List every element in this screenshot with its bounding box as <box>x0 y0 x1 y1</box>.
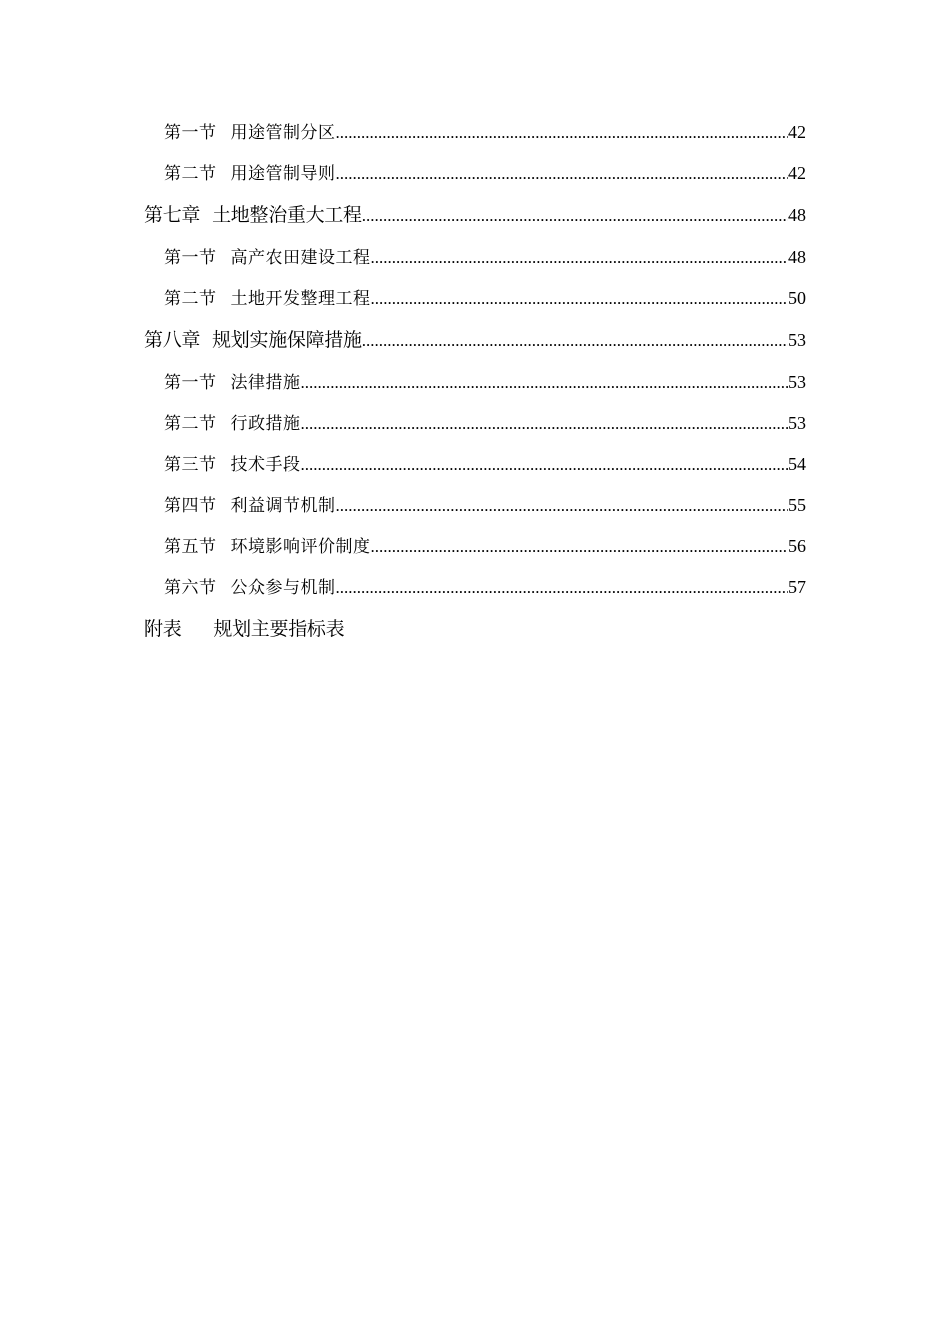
toc-entry-page: 54 <box>788 454 806 474</box>
toc-entry-title: 用途管制分区 <box>230 123 336 143</box>
dot-leader <box>371 248 789 268</box>
toc-entry-section[interactable] <box>144 284 806 325</box>
toc-entry-label <box>164 409 301 434</box>
toc-entry-number: 第一节 <box>164 123 217 143</box>
dot-leader <box>301 373 789 393</box>
toc-entry-chapter[interactable] <box>144 325 806 368</box>
toc-entry-title: 公众参与机制 <box>230 578 336 598</box>
dot-leader <box>301 455 789 475</box>
toc-entry-chapter[interactable] <box>144 200 806 243</box>
toc-entry-title: 土地整治重大工程 <box>212 204 362 226</box>
toc-entry-page: 53 <box>788 413 806 433</box>
toc-entry-label <box>164 532 371 557</box>
toc-entry-page: 42 <box>788 163 806 183</box>
toc-entry-section[interactable] <box>144 243 806 284</box>
toc-entry-title: 规划实施保障措施 <box>212 329 362 351</box>
toc-entry-title: 法律措施 <box>230 373 301 393</box>
toc-entry-page: 53 <box>788 330 806 350</box>
toc-entry-label <box>144 325 362 352</box>
dot-leader <box>336 123 789 143</box>
toc-entry-section[interactable] <box>144 159 806 200</box>
toc-entry-label <box>144 200 362 227</box>
dot-leader <box>362 331 788 351</box>
toc-entry-number: 第二节 <box>164 164 217 184</box>
appendix-title: 规划主要指标表 <box>213 618 345 640</box>
toc-entry-number: 第八章 <box>144 329 201 351</box>
toc-entry-appendix[interactable] <box>144 614 806 657</box>
toc-entry-title: 高产农田建设工程 <box>230 248 371 268</box>
toc-entry-label <box>164 243 371 268</box>
toc-entry-number: 第七章 <box>144 204 201 226</box>
dot-leader <box>371 289 789 309</box>
dot-leader <box>301 414 789 434</box>
dot-leader <box>336 164 789 184</box>
toc-entry-section[interactable] <box>144 368 806 409</box>
toc-entry-page: 48 <box>788 247 806 267</box>
toc-entry-page: 53 <box>788 372 806 392</box>
appendix-label: 附表 <box>144 618 182 640</box>
toc-entry-label <box>164 491 336 516</box>
toc-entry-number: 第六节 <box>164 578 217 598</box>
toc-entry-section[interactable] <box>144 573 806 614</box>
toc-entry-page: 56 <box>788 536 806 556</box>
toc-entry-page: 57 <box>788 577 806 597</box>
toc-entry-title: 环境影响评价制度 <box>230 537 371 557</box>
toc-entry-section[interactable] <box>144 491 806 532</box>
toc-entry-label <box>164 450 301 475</box>
toc-entry-page: 50 <box>788 288 806 308</box>
toc-entry-section[interactable] <box>144 532 806 573</box>
toc-entry-title: 土地开发整理工程 <box>230 289 371 309</box>
toc-entry-number: 第一节 <box>164 248 217 268</box>
toc-entry-title: 行政措施 <box>230 414 301 434</box>
toc-entry-section[interactable] <box>144 118 806 159</box>
toc-entry-number: 第五节 <box>164 537 217 557</box>
toc-entry-title: 用途管制导则 <box>230 164 336 184</box>
toc-entry-number: 第一节 <box>164 373 217 393</box>
toc-entry-number: 第四节 <box>164 496 217 516</box>
toc-entry-section[interactable] <box>144 409 806 450</box>
dot-leader <box>336 578 789 598</box>
toc-entry-page: 48 <box>788 205 806 225</box>
toc-entry-section[interactable] <box>144 450 806 491</box>
toc-entry-label <box>164 368 301 393</box>
toc-entry-title: 技术手段 <box>230 455 301 475</box>
toc-entry-number: 第二节 <box>164 289 217 309</box>
dot-leader <box>371 537 789 557</box>
toc-entry-number: 第三节 <box>164 455 217 475</box>
toc-entry-label <box>164 573 336 598</box>
toc-entry-label <box>164 159 336 184</box>
dot-leader <box>336 496 789 516</box>
table-of-contents <box>144 118 806 657</box>
toc-entry-page: 42 <box>788 122 806 142</box>
toc-entry-number: 第二节 <box>164 414 217 434</box>
toc-entry-page: 55 <box>788 495 806 515</box>
toc-entry-label <box>164 118 336 143</box>
toc-entry-title: 利益调节机制 <box>230 496 336 516</box>
toc-entry-label <box>164 284 371 309</box>
dot-leader <box>362 206 788 226</box>
